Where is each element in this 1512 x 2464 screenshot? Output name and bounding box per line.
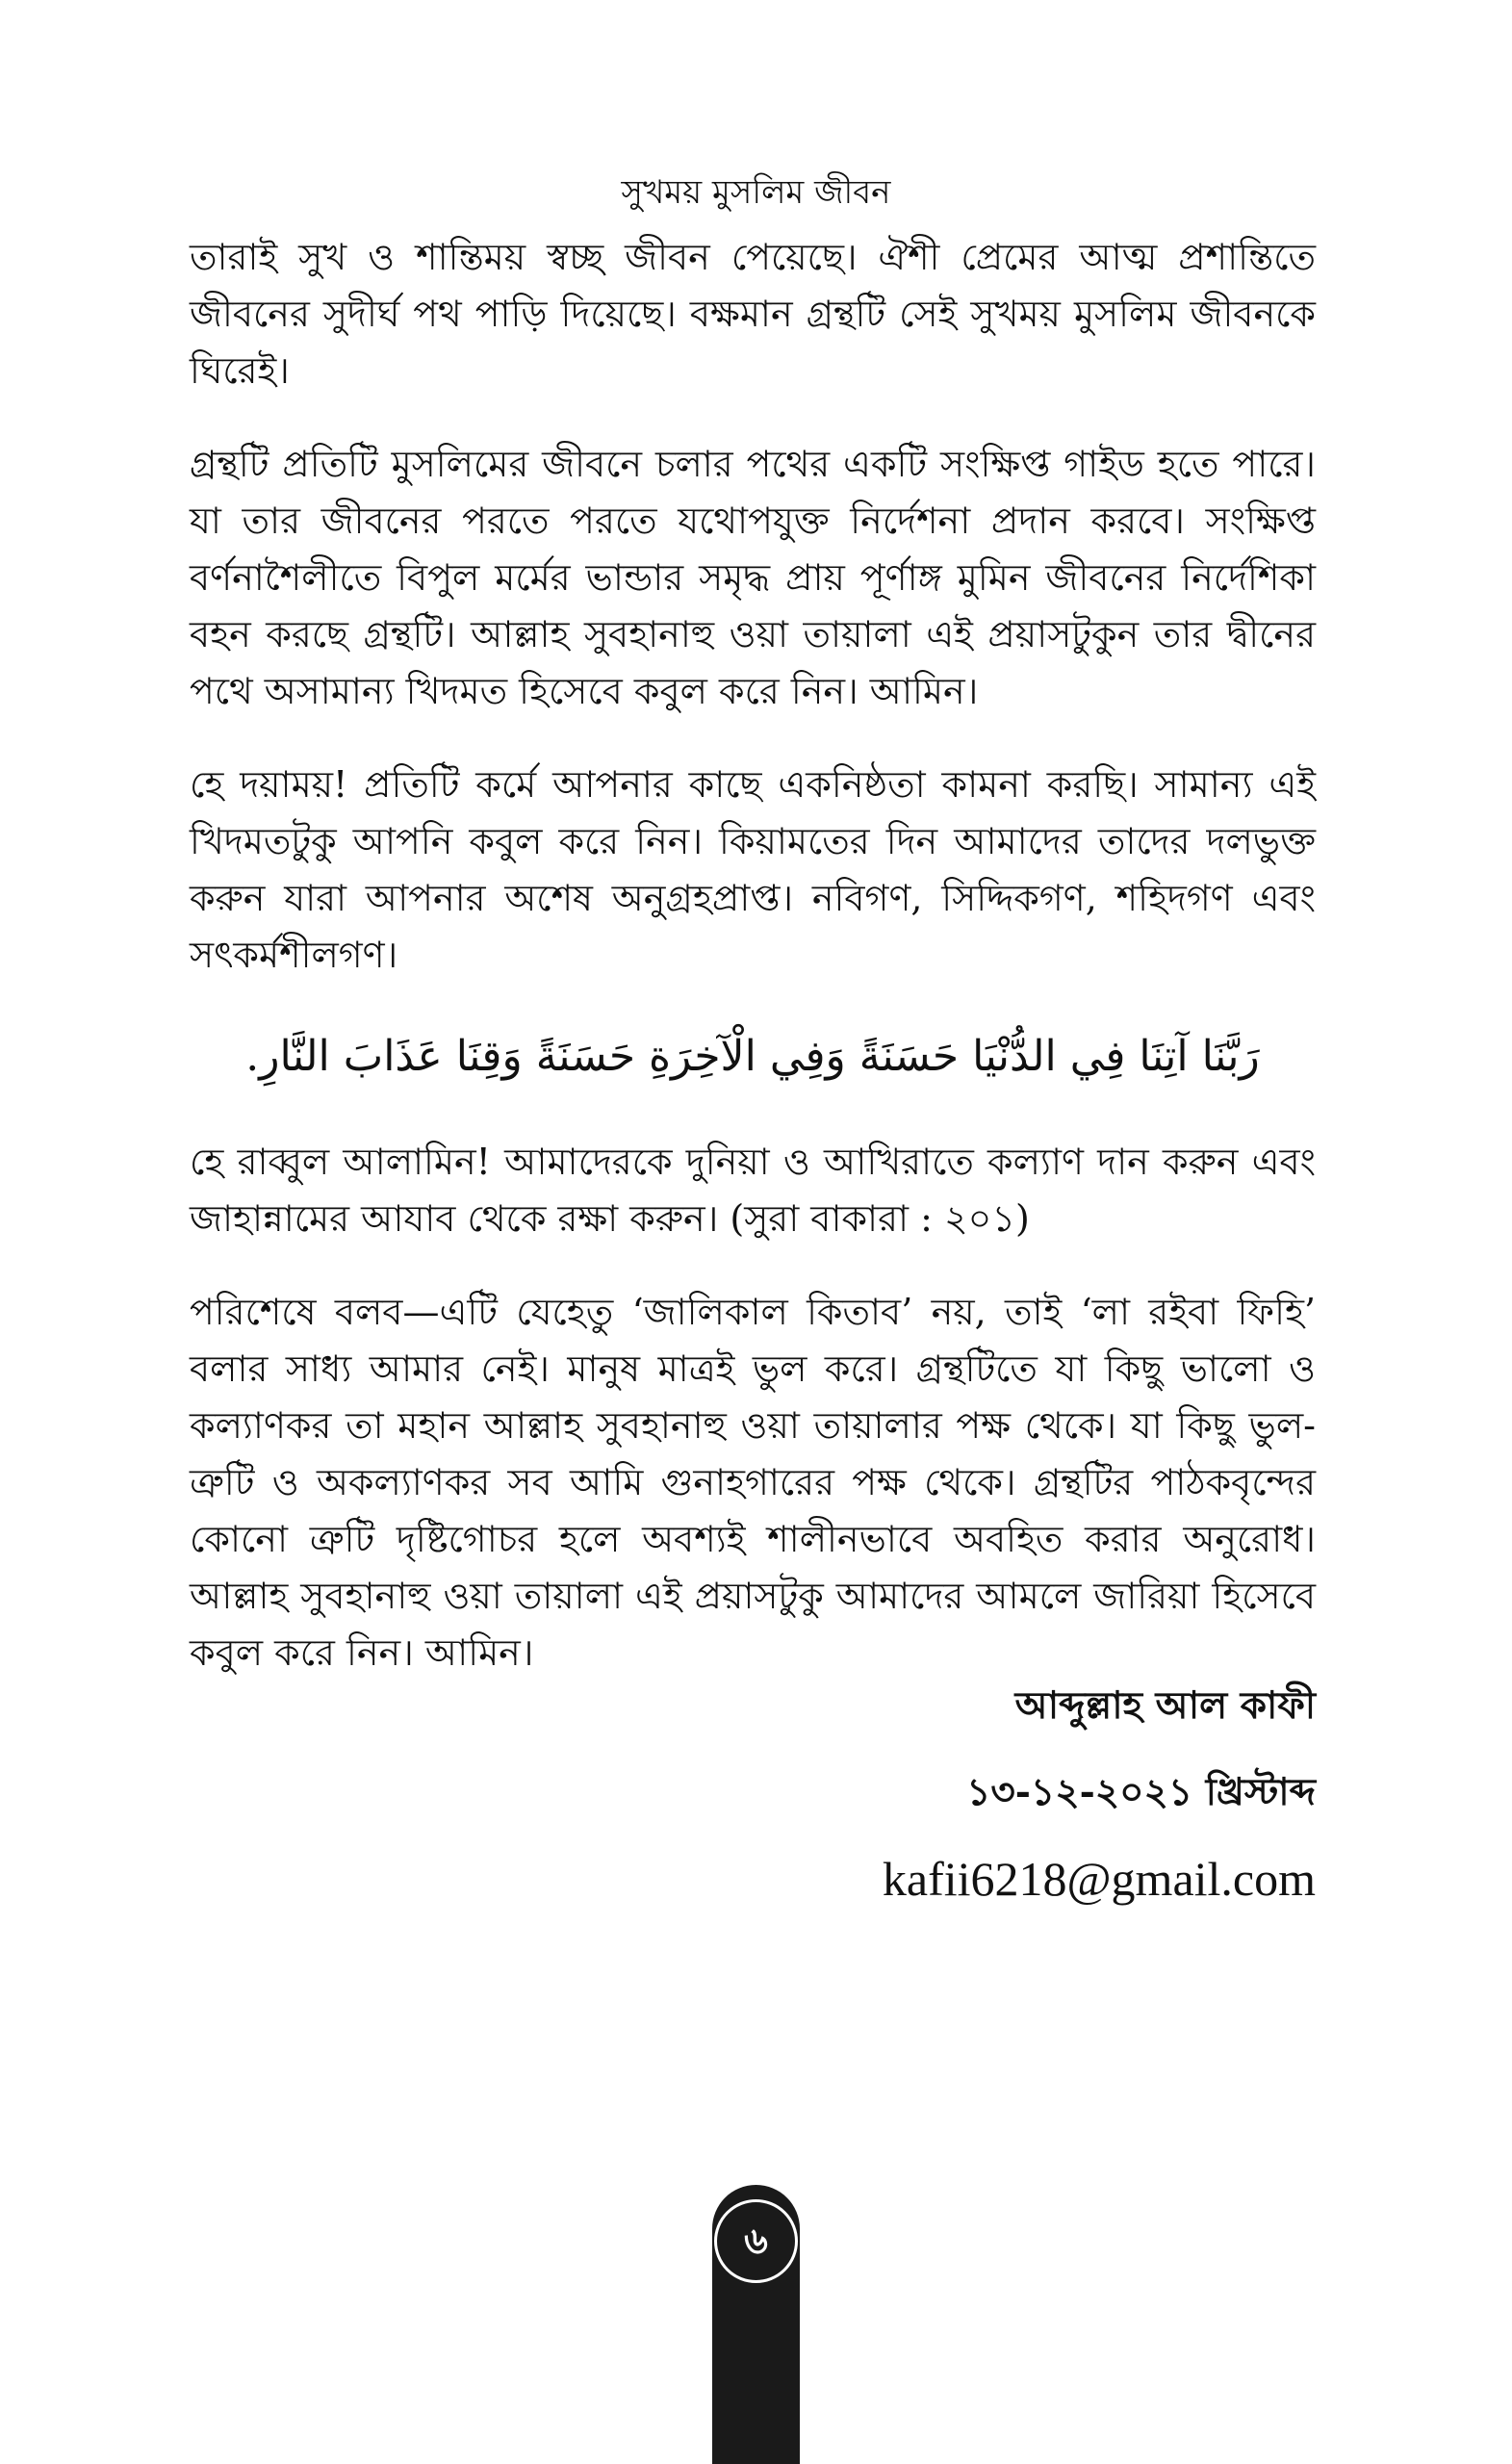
paragraph-prayer: হে দয়াময়! প্রতিটি কর্মে আপনার কাছে একনিষ্ঠতা কামনা করছি। সামান্য এই খিদমতটুকু আপনি কবুল করে নিন। কিয়ামতের দিন আমাদের তাদের দলভুক্ত করুন যারা আপনার অশেষ অনুগ্রহপ্রাপ্ত। নবিগণ, সিদ্দিকগণ, শহিদগণ এবং সৎকর্মশীলগণ। xyxy=(190,763,1316,976)
paragraph-closing: পরিশেষে বলব—এটি যেহেতু ‘জালিকাল কিতাব’ নয়, তাই ‘লা রইবা ফিহি’ বলার সাধ্য আমার নেই। মানুষ মাত্রই ভুল করে। গ্রন্থটিতে যা কিছু ভালো ও কল্যাণকর তা মহান আল্লাহ সুবহানাহু ওয়া তায়ালার পক্ষ থেকে। যা কিছু ভুল-ত্রুটি ও অকল্যাণকর সব আমি গুনাহগারের পক্ষ থেকে। গ্রন্থটির পাঠকবৃন্দের কোনো ত্রুটি দৃষ্টিগোচর হলে অবশ্যই শালীনভাবে অবহিত করার অনুরোধ। আল্লাহ সুবহানাহু ওয়া তায়ালা এই প্রয়াসটুকু আমাদের আমলে জারিয়া হিসেবে কবুল করে নিন। আমিন। xyxy=(190,1291,1316,1674)
paragraph-intro: তারাই সুখ ও শান্তিময় স্বচ্ছ জীবন পেয়েছে। ঐশী প্রেমের আত্ম প্রশান্তিতে জীবনের সুদীর্ঘ পথ পাড়ি দিয়েছে। বক্ষমান গ্রন্থটি সেই সুখময় মুসলিম জীবনকে ঘিরেই। xyxy=(190,236,1316,392)
paragraph-guide: গ্রন্থটি প্রতিটি মুসলিমের জীবনে চলার পথের একটি সংক্ষিপ্ত গাইড হতে পারে। যা তার জীবনের পরতে পরতে যথোপযুক্ত নির্দেশনা প্রদান করবে। সংক্ষিপ্ত বর্ণনাশৈলীতে বিপুল মর্মের ভান্ডার সমৃদ্ধ প্রায় পূর্ণাঙ্গ মুমিন জীবনের নির্দেশিকা বহন করছে গ্রন্থটি। আল্লাহ সুবহানাহু ওয়া তায়ালা এই প্রয়াসটুকুন তার দ্বীনের পথে অসামান্য খিদমত হিসেবে কবুল করে নিন। আমিন। xyxy=(190,443,1316,712)
signature-block xyxy=(883,1677,1316,1910)
running-header: সুখময় মুসলিম জীবন xyxy=(621,173,891,212)
paragraph-translation: হে রাব্বুল আলামিন! আমাদেরকে দুনিয়া ও আখিরাতে কল্যাণ দান করুন এবং জাহান্নামের আযাব থেকে রক্ষা করুন। (সুরা বাকারা : ২০১) xyxy=(190,1141,1316,1240)
author-name: আব্দুল্লাহ আল কাফী xyxy=(1014,1683,1316,1728)
signature-date: ১৩-১২-২০২১ খ্রিস্টাব্দ xyxy=(966,1770,1316,1814)
page-body xyxy=(190,229,1316,1718)
page-number: ৬ xyxy=(714,2199,798,2283)
author-email: kafii6218@gmail.com xyxy=(882,1852,1316,1906)
arabic-verse: رَبَّنَا آتِنَا فِي الدُّنْيَا حَسَنَةً وَفِي الْآخِرَةِ حَسَنَةً وَقِنَا عَذَابَ النَّارِ. xyxy=(245,1032,1260,1081)
